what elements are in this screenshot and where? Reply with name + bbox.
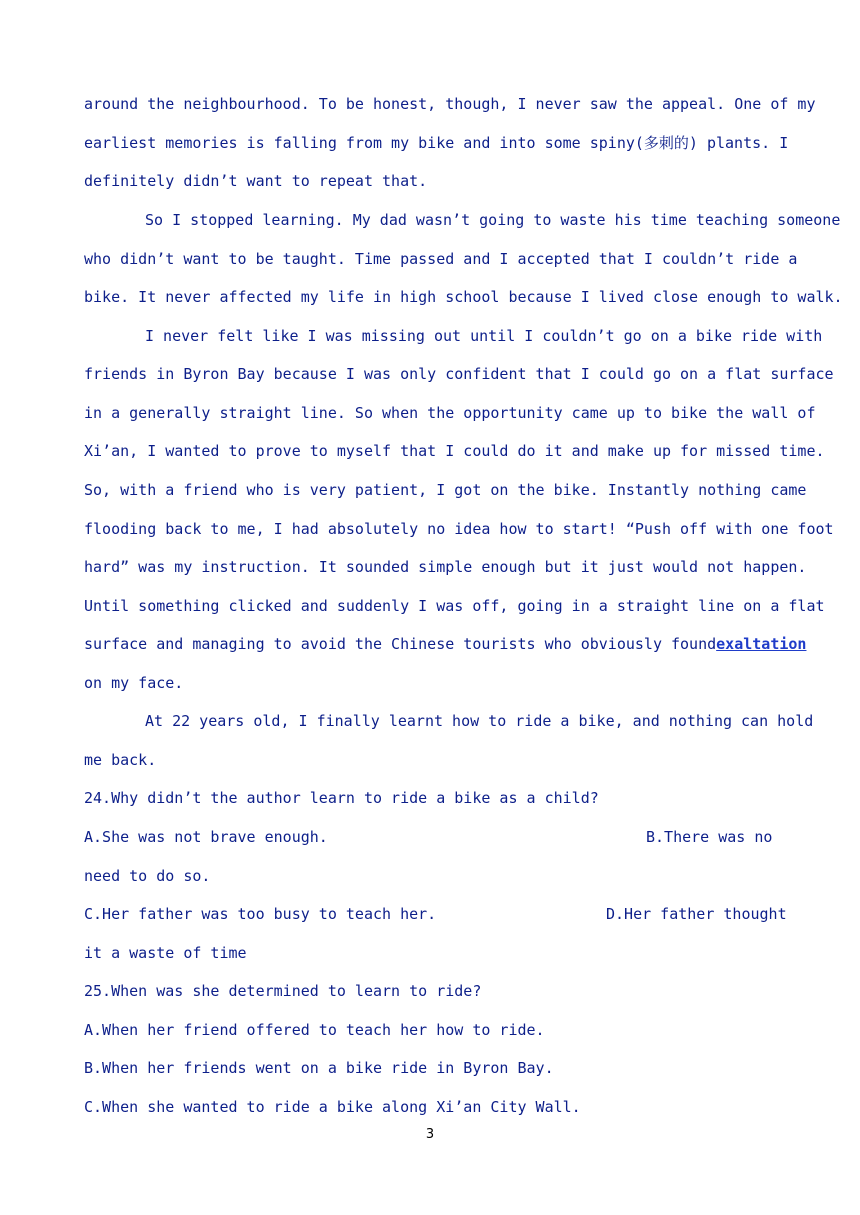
- passage-line: me back.: [84, 751, 157, 769]
- question-24-option-b: B.There was no: [646, 828, 773, 846]
- page-number: 3: [425, 1127, 435, 1142]
- question-24-option-b-cont: need to do so.: [84, 867, 211, 885]
- passage-line: I never felt like I was missing out until I couldn’t go on a bike ride with: [145, 327, 823, 345]
- question-24-option-c: C.Her father was too busy to teach her.: [84, 905, 437, 923]
- question-24-option-d: D.Her father thought: [606, 905, 787, 923]
- passage-line: So I stopped learning. My dad wasn’t going to waste his time teaching someone: [145, 211, 841, 229]
- keyword-exaltation: exaltation: [716, 635, 807, 653]
- passage-line: So, with a friend who is very patient, I got on the bike. Instantly nothing came: [84, 481, 807, 499]
- question-25-option-c: C.When she wanted to ride a bike along Xi’an City Wall.: [84, 1098, 581, 1116]
- question-25-option-b: B.When her friends went on a bike ride in Byron Bay.: [84, 1059, 554, 1077]
- passage-line: earliest memories is falling from my bike and into some spiny(多刺的) plants. I: [84, 134, 789, 152]
- passage-line: hard” was my instruction. It sounded simple enough but it just would not happen.: [84, 558, 807, 576]
- passage-line: in a generally straight line. So when the opportunity came up to bike the wall of: [84, 404, 816, 422]
- question-24-option-a: A.She was not brave enough.: [84, 828, 328, 846]
- question-24-option-d-cont: it a waste of time: [84, 944, 247, 962]
- question-25-option-a: A.When her friend offered to teach her how to ride.: [84, 1021, 545, 1039]
- passage-line: around the neighbourhood. To be honest, though, I never saw the appeal. One of my: [84, 95, 816, 113]
- passage-line: on my face.: [84, 674, 184, 692]
- passage-line: definitely didn’t want to repeat that.: [84, 172, 428, 190]
- passage-line: At 22 years old, I finally learnt how to ride a bike, and nothing can hold: [145, 712, 814, 730]
- passage-line: bike. It never affected my life in high school because I lived close enough to walk.: [84, 288, 843, 306]
- passage-line: Until something clicked and suddenly I was off, going in a straight line on a flat: [84, 597, 825, 615]
- question-24-stem: 24.Why didn’t the author learn to ride a bike as a child?: [84, 789, 599, 807]
- passage-line: friends in Byron Bay because I was only confident that I could go on a flat surface: [84, 365, 834, 383]
- passage-line-text: surface and managing to avoid the Chinese tourists who obviously found: [84, 635, 717, 653]
- passage-line: who didn’t want to be taught. Time passed and I accepted that I couldn’t ride a: [84, 250, 798, 268]
- question-25-stem: 25.When was she determined to learn to ride?: [84, 982, 482, 1000]
- passage-line: [84, 634, 807, 654]
- passage-line: Xi’an, I wanted to prove to myself that I could do it and make up for missed time.: [84, 442, 825, 460]
- passage-line: flooding back to me, I had absolutely no idea how to start! “Push off with one foot: [84, 520, 834, 538]
